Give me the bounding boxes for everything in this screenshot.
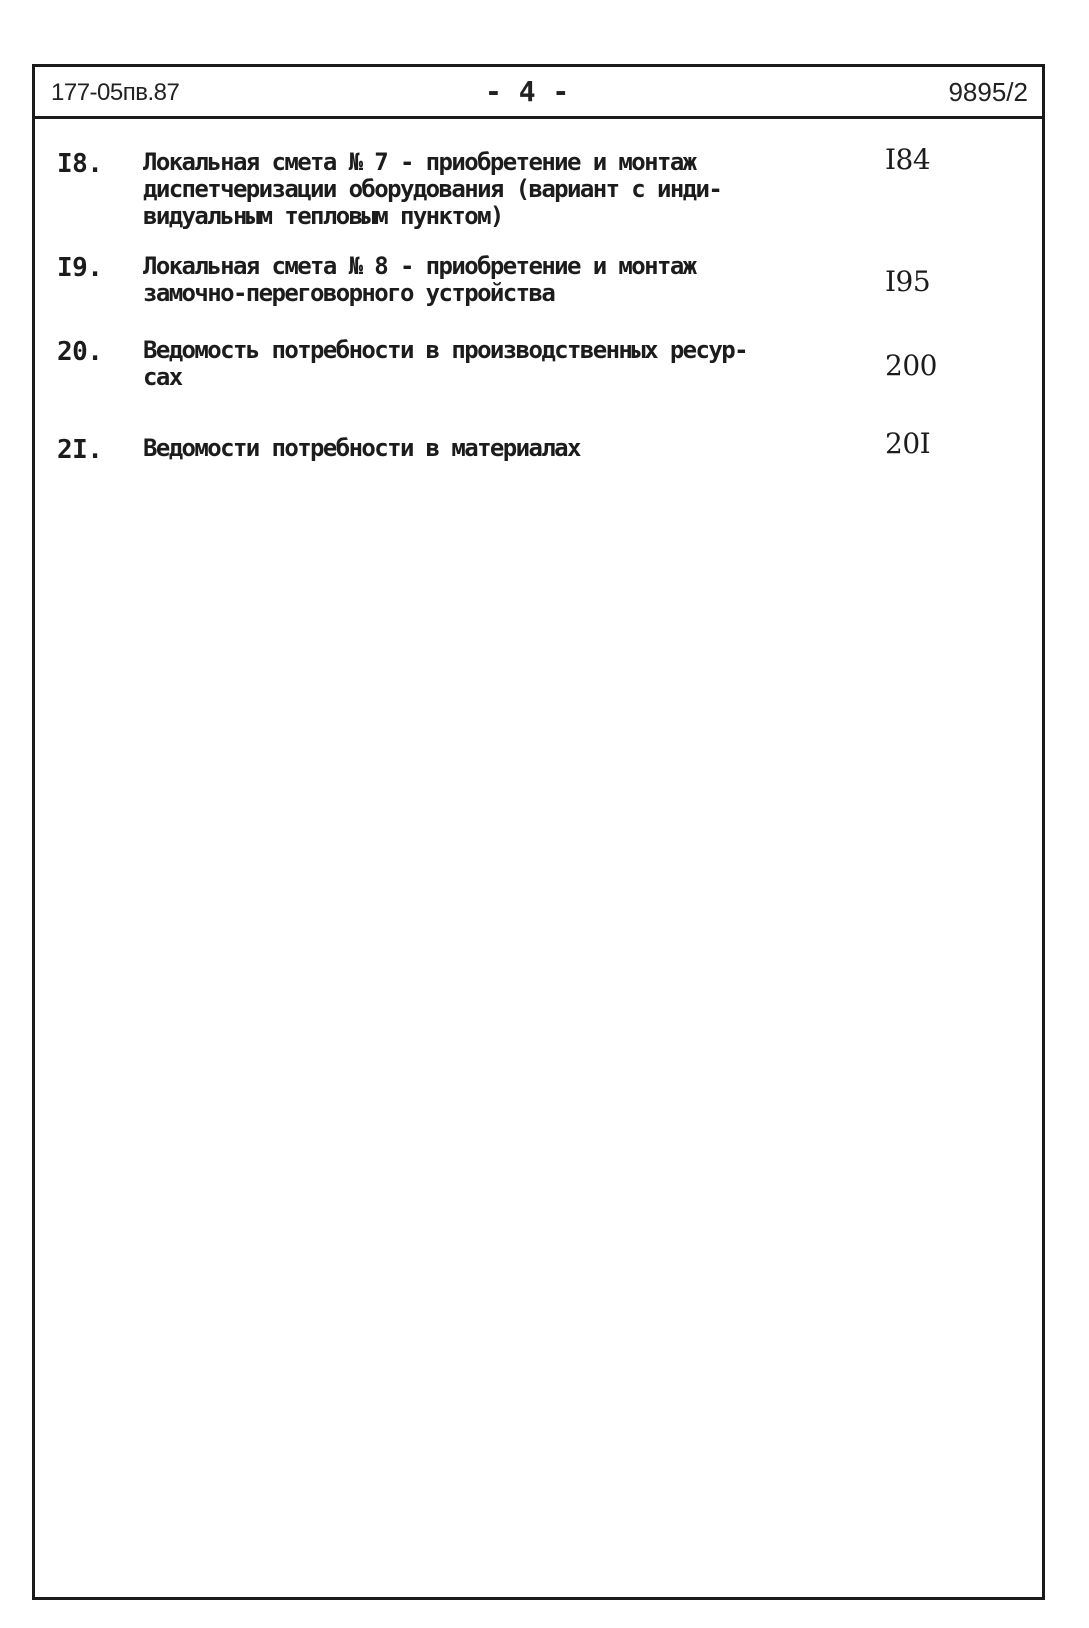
- document-code: 177-05пв.87: [51, 79, 180, 106]
- entry-page-number: I84: [885, 143, 931, 176]
- sheet-code: 9895/2: [948, 77, 1028, 107]
- entry-title: Локальная смета № 8 - приобретение и монтаж замочно-переговорного устройства: [143, 252, 696, 307]
- page-frame: [32, 64, 1045, 1600]
- entry-number: I9.: [57, 253, 103, 283]
- page-number: - 4 -: [485, 75, 570, 108]
- entry-title: Локальная смета № 7 - приобретение и монтаж диспетчеризации оборудования (вариант с инди- видуальным тепловым пунктом): [143, 148, 722, 230]
- entry-title: Ведомость потребности в производственных ресур- сах: [143, 336, 747, 391]
- entry-number: 2I.: [57, 435, 103, 465]
- entry-page-number: 20I: [885, 427, 931, 460]
- entry-page-number: 200: [885, 349, 937, 382]
- entry-number: I8.: [57, 149, 103, 179]
- entry-title: Ведомости потребности в материалах: [143, 434, 580, 462]
- entry-page-number: I95: [885, 265, 931, 298]
- page-header: [35, 67, 1042, 119]
- entry-number: 20.: [57, 337, 103, 367]
